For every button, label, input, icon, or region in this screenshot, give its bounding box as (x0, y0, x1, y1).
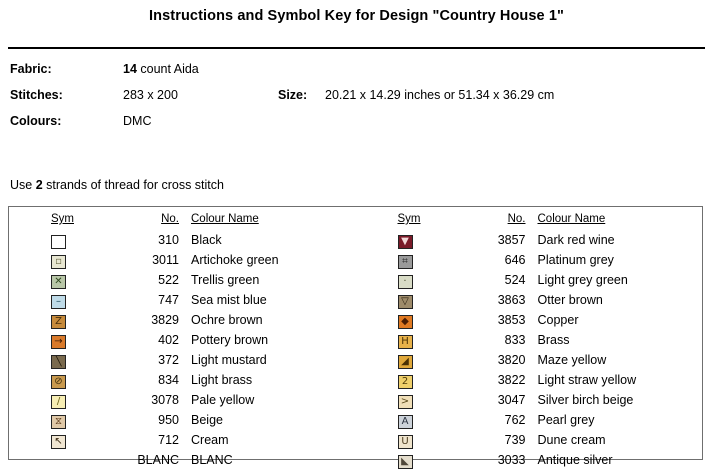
colour-name: Platinum grey (537, 253, 614, 267)
thread-number: 747 (158, 293, 179, 307)
header-sym: Sym (397, 213, 421, 225)
colour-name: BLANC (191, 453, 233, 467)
colour-name: Maze yellow (537, 353, 607, 367)
symbol-glyph: ⊘ (54, 376, 63, 387)
thread-number: 3078 (151, 393, 179, 407)
symbol-swatch (398, 295, 413, 309)
header-no: No. (507, 213, 526, 225)
fabric-unit: count Aida (136, 62, 199, 76)
colour-name: Dark red wine (537, 233, 615, 247)
symbol-key-row (9, 313, 356, 333)
colour-name: Sea mist blue (191, 293, 267, 307)
symbol-swatch (398, 375, 413, 389)
symbol-key-row (9, 333, 356, 353)
symbol-glyph: ⧖ (54, 416, 63, 427)
symbol-key-row (356, 293, 703, 313)
symbol-key-row (9, 373, 356, 393)
symbol-glyph: / (56, 396, 61, 407)
symbol-glyph: > (400, 396, 410, 407)
caret-square-symbol (51, 435, 67, 450)
symbol-key-row (9, 453, 356, 473)
colour-name: Otter brown (537, 293, 603, 307)
header-colour-name: Colour Name (537, 213, 606, 225)
hourglass-square-symbol (51, 415, 67, 430)
symbol-swatch (398, 395, 413, 409)
thread-number: 372 (158, 353, 179, 367)
symbol-key-row (356, 233, 703, 253)
colours-value: DMC (123, 114, 152, 128)
fabric-value (123, 62, 199, 76)
usage-post: strands of thread for cross stitch (42, 178, 224, 192)
symbol-key-box (8, 206, 703, 467)
symbol-key-row (356, 373, 703, 393)
symbol-glyph: ↖ (54, 436, 63, 447)
symbol-key-row (356, 413, 703, 433)
stitches-value: 283 x 200 (123, 88, 178, 102)
colour-name: Artichoke green (191, 253, 279, 267)
thread-number: 739 (504, 433, 526, 447)
colour-name: Copper (537, 313, 579, 327)
symbol-swatch (51, 395, 66, 409)
symbol-glyph: H (401, 336, 409, 347)
symbol-swatch (51, 335, 66, 349)
filled-triangle-square-symbol (398, 235, 414, 250)
symbol-glyph: ✕ (54, 276, 63, 287)
symbol-glyph: ▼ (401, 236, 409, 247)
colour-name: Pottery brown (191, 333, 269, 347)
thread-number: 3011 (152, 253, 179, 267)
symbol-glyph: · (403, 276, 407, 287)
stitches-label: Stitches: (10, 88, 63, 102)
colour-name: Ochre brown (191, 313, 263, 327)
thread-number: 712 (158, 433, 179, 447)
symbol-swatch (51, 255, 66, 269)
fabric-count: 14 (123, 62, 137, 76)
thread-number: 3863 (497, 293, 526, 307)
symbol-swatch (51, 435, 66, 449)
cross-square-symbol (51, 275, 67, 290)
blank-symbol (51, 455, 67, 470)
symbol-key-row (356, 433, 703, 453)
colour-name: Light brass (191, 373, 253, 387)
h-square-symbol (398, 335, 414, 350)
usage-strands: 2 (35, 178, 43, 192)
usage-pre: Use (10, 178, 36, 192)
open-square-symbol (51, 235, 67, 250)
half-fill-square-symbol (398, 355, 414, 370)
corner-square-symbol (398, 455, 414, 470)
usage-note (10, 178, 224, 192)
symbol-swatch (398, 415, 413, 429)
symbol-key-row (9, 433, 356, 453)
symbol-key-row (9, 293, 356, 313)
symbol-glyph: ◆ (401, 316, 409, 327)
hash-square-symbol (398, 255, 414, 270)
symbol-swatch (51, 235, 66, 249)
thread-number: 3820 (497, 353, 526, 367)
symbol-glyph: – (56, 296, 61, 307)
left-column-header (9, 213, 356, 233)
gt-square-symbol (398, 395, 414, 410)
design-info (10, 62, 703, 140)
thread-number: 3822 (497, 373, 526, 387)
stitches-row (10, 88, 703, 114)
colour-name: Brass (537, 333, 570, 347)
symbol-swatch (398, 435, 413, 449)
symbol-key-row (9, 393, 356, 413)
colour-name: Pale yellow (191, 393, 255, 407)
thread-number: 3829 (151, 313, 179, 327)
colour-name: Trellis green (191, 273, 260, 287)
header-colour-name: Colour Name (191, 213, 259, 225)
z-square-symbol (51, 315, 67, 330)
diamond-square-symbol (398, 315, 414, 330)
symbol-swatch (398, 355, 413, 369)
slash-square-symbol (51, 395, 67, 410)
thread-number: 950 (158, 413, 179, 427)
symbol-glyph: → (54, 336, 63, 347)
header-divider (8, 47, 705, 49)
symbol-glyph: ◢ (401, 356, 409, 367)
symbol-key-right-column (356, 207, 703, 467)
symbol-swatch (398, 235, 413, 249)
symbol-glyph: Z (55, 316, 62, 327)
thread-number: 834 (158, 373, 179, 387)
symbol-key-row (356, 393, 703, 413)
fabric-row (10, 62, 703, 88)
symbol-swatch (51, 355, 66, 369)
symbol-swatch (398, 255, 413, 269)
thread-number: 524 (504, 273, 526, 287)
colour-name: Dune cream (537, 433, 606, 447)
symbol-glyph: 2 (401, 376, 409, 387)
symbol-key-row (356, 333, 703, 353)
dot-small-square-symbol (398, 275, 414, 290)
symbol-key-row (9, 253, 356, 273)
a-square-symbol (398, 415, 414, 430)
colour-name: Antique silver (537, 453, 613, 467)
symbol-swatch (51, 415, 66, 429)
percent-square-symbol (51, 375, 67, 390)
u-square-symbol (398, 435, 414, 450)
colour-name: Light mustard (191, 353, 267, 367)
thread-number: BLANC (137, 453, 179, 467)
fabric-label: Fabric: (10, 62, 52, 76)
symbol-key-row (9, 233, 356, 253)
symbol-glyph: A (401, 416, 409, 427)
colours-row (10, 114, 703, 140)
colour-name: Cream (191, 433, 229, 447)
symbol-glyph: ⌗ (402, 256, 408, 267)
header-no: No. (161, 213, 179, 225)
header-sym: Sym (51, 213, 74, 225)
symbol-glyph (52, 236, 65, 248)
symbol-key-row (9, 413, 356, 433)
thread-number: 402 (158, 333, 179, 347)
symbol-glyph: ▽ (401, 296, 409, 307)
thread-number: 3857 (497, 233, 526, 247)
page-title: Instructions and Symbol Key for Design "Country House 1" (149, 8, 564, 24)
right-rows-container (356, 233, 703, 473)
size-value: 20.21 x 14.29 inches or 51.34 x 36.29 cm (325, 88, 555, 102)
thread-number: 3047 (497, 393, 526, 407)
symbol-glyph: ▫ (55, 256, 62, 267)
symbol-key-left-column (9, 207, 356, 467)
symbol-swatch (51, 315, 66, 329)
thread-number: 310 (158, 233, 179, 247)
diagonal-square-symbol (51, 355, 67, 370)
symbol-key-row (9, 273, 356, 293)
down-triangle-square-symbol (398, 295, 414, 310)
colour-name: Light grey green (537, 273, 628, 287)
symbol-key-row (356, 453, 703, 473)
two-square-symbol (398, 375, 414, 390)
symbol-glyph: ◣ (401, 456, 409, 467)
thread-number: 646 (504, 253, 526, 267)
symbol-key-row (356, 313, 703, 333)
symbol-key-row (9, 353, 356, 373)
symbol-swatch (51, 295, 66, 309)
symbol-swatch (398, 455, 413, 469)
symbol-key-row (356, 353, 703, 373)
colour-name: Light straw yellow (537, 373, 637, 387)
thread-number: 762 (504, 413, 526, 427)
right-column-header (356, 213, 703, 233)
colour-name: Beige (191, 413, 223, 427)
symbol-key-row (356, 273, 703, 293)
symbol-swatch (398, 315, 413, 329)
symbol-glyph: ╲ (55, 356, 62, 367)
symbol-swatch (398, 335, 413, 349)
dash-square-symbol (51, 295, 67, 310)
colour-name: Black (191, 233, 222, 247)
thread-number: 3033 (497, 453, 526, 467)
symbol-key-row (356, 253, 703, 273)
symbol-swatch (51, 375, 66, 389)
size-label: Size: (278, 88, 308, 102)
dot-square-symbol (51, 255, 67, 270)
symbol-swatch (398, 275, 413, 289)
symbol-glyph: U (401, 436, 409, 447)
symbol-swatch (51, 275, 66, 289)
left-rows-container (9, 233, 356, 473)
colour-name: Silver birch beige (537, 393, 634, 407)
arrow-square-symbol (51, 335, 67, 350)
colours-label: Colours: (10, 114, 62, 128)
thread-number: 833 (504, 333, 526, 347)
colour-name: Pearl grey (537, 413, 595, 427)
thread-number: 522 (158, 273, 179, 287)
thread-number: 3853 (497, 313, 526, 327)
